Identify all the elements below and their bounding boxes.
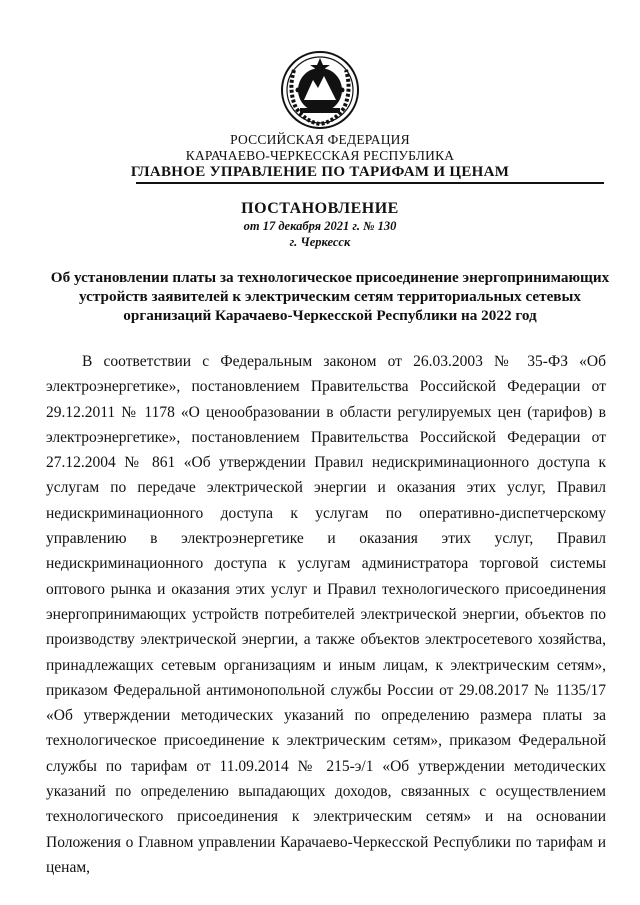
header-divider xyxy=(136,182,604,184)
header-republic: КАРАЧАЕВО-ЧЕРКЕССКАЯ РЕСПУБЛИКА xyxy=(185,148,455,163)
header-country: РОССИЙСКАЯ ФЕДЕРАЦИЯ xyxy=(230,132,410,147)
document-body: В соответствии с Федеральным законом от 26.03.2003 № 35-ФЗ «Об электроэнергетике», постановлением Правительства Российской Федерации от 29.12.2011 № 1178 «О ценообразовании в области регулируемых цен (тарифов) в электроэнергетике», постановлением Правительства Российской Федерации от 27.12.2004 № 861 «Об утверждении Правил недискриминационного доступа к услугам по передаче электрической энергии и оказания этих услуг, Правил недискриминационного доступа к услугам по оперативно-диспетчерскому управлению в электроэнергетике и оказания этих услуг, Правил недискриминационного доступа к услугам администратора торговой системы оптового рынка и оказания этих услуг и Правил технологического присоединения энергопринимающих устройств потребителей электрической энергии, объектов по производству электрической энергии, а также объектов электросетевого хозяйства, принадлежащих сетевым организациям и иным лицам, к электрическим сетям», приказом Федеральной антимонопольной службы России от 29.08.2017 № 1135/17 «Об утверждении методических указаний по определению размера платы за технологическое присоединение к электрическим сетям», приказом Федеральной службы по тарифам от 11.09.2014 № 215-э/1 «Об утверждении методических указаний по определению выпадающих доходов, связанных с осуществлением технологического присоединения к электрическим сетям» и на основании Положения о Главном управлении Карачаево-Черкесской Республики по тарифам и ценам, xyxy=(46,353,606,876)
document-title: Об установлении платы за технологическое присоединение энергопринимающих устройств заявителей к электрическим сетям территориальных сетевых организаций Карачаево-Черкесской Республики на 2022 год xyxy=(50,269,610,324)
document-place: г. Черкесск xyxy=(289,235,351,249)
header-authority: ГЛАВНОЕ УПРАВЛЕНИЕ ПО ТАРИФАМ И ЦЕНАМ xyxy=(130,164,510,180)
coat-of-arms-icon xyxy=(280,50,360,130)
document-date-number: от 17 декабря 2021 г. № 130 xyxy=(243,219,397,233)
document-type: ПОСТАНОВЛЕНИЕ xyxy=(241,200,399,217)
